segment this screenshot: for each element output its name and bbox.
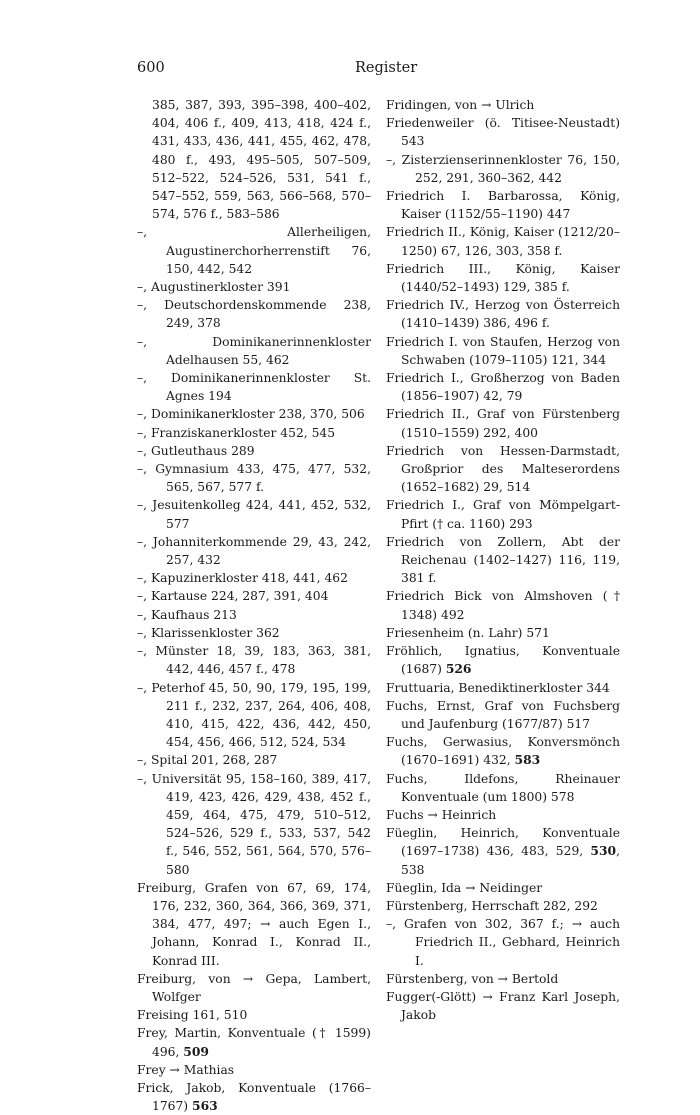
index-entry-text: Frey, Martin, Konventuale († 1599) 496,	[137, 1026, 371, 1059]
index-entry-text: –, Dominikanerkloster 238, 370, 506	[137, 407, 365, 422]
index-entry	[137, 333, 371, 369]
index-entry	[386, 260, 620, 296]
index-entry	[386, 824, 620, 879]
index-entry-text: Fridingen, von → Ulrich	[386, 98, 535, 112]
index-entry-text: Friedrich I. Barbarossa, König, Kaiser (1152/55–1190) 447	[386, 189, 620, 222]
index-entry-text: –, Kapuzinerkloster 418, 441, 462	[137, 571, 348, 586]
index-entry-text: Füeglin, Ida → Neidinger	[386, 880, 543, 895]
index-entry-bold-page: 509	[183, 1043, 209, 1059]
index-entry-text: –, Kaufhaus 213	[137, 607, 237, 622]
index-entry	[137, 496, 371, 532]
index-column-left	[137, 96, 371, 1115]
index-entry-text: Friedrich von Zollern, Abt der Reichenau (1402–1427) 116, 119, 381 f.	[386, 534, 620, 586]
index-entry	[386, 697, 620, 733]
index-entry	[386, 879, 620, 897]
index-entry	[137, 1061, 371, 1079]
index-entry	[386, 114, 620, 150]
index-entry-text: –, Universität 95, 158–160, 389, 417, 419, 423, 426, 429, 438, 452 f., 459, 464, 475, 479, 510–512, 524–526, 529 f., 533, 537, 542 f., 546, 552, 561, 564, 570, 576–580	[137, 771, 371, 877]
index-entry-text: Freising 161, 510	[137, 1008, 248, 1023]
index-entry-text: Fuchs, Ildefons, Rheinauer Konventuale (um 1800) 578	[386, 771, 620, 804]
index-entry-text: –, Gymnasium 433, 475, 477, 532, 565, 567, 577 f.	[137, 462, 371, 495]
page-number: 600	[137, 60, 165, 76]
index-entry	[137, 460, 371, 496]
index-entry	[137, 606, 371, 624]
index-entry-text: Freiburg, Grafen von 67, 69, 174, 176, 232, 360, 364, 366, 369, 371, 384, 477, 497; → auch Egen I., Johann, Konrad I., Konrad II., Konrad III.	[137, 880, 371, 968]
index-entry	[386, 223, 620, 259]
index-entry-text: –, Gutleuthaus 289	[137, 443, 255, 458]
index-entry	[386, 405, 620, 441]
index-entry	[137, 1079, 371, 1115]
index-entry-text: –, Allerheiligen, Augustinerchorherrenstift 76, 150, 442, 542	[137, 225, 371, 276]
index-entry-text: Fuchs → Heinrich	[386, 807, 497, 822]
index-entry-tail: , 538	[401, 844, 620, 877]
index-entry	[137, 624, 371, 642]
index-entry-text: –, Augustinerkloster 391	[137, 280, 291, 295]
index-entry	[386, 642, 620, 678]
index-entry	[386, 442, 620, 497]
index-entry	[137, 751, 371, 769]
index-entry	[386, 151, 620, 187]
index-entry	[137, 569, 371, 587]
index-entry	[386, 897, 620, 915]
index-entry-text: Friedrich II., Graf von Fürstenberg (1510–1559) 292, 400	[386, 407, 620, 440]
index-entry-text: Fruttuaria, Benediktinerkloster 344	[386, 680, 610, 695]
index-entry	[137, 369, 371, 405]
index-entry	[386, 333, 620, 369]
index-entry	[137, 879, 371, 970]
index-entry	[386, 296, 620, 332]
index-entry	[386, 679, 620, 697]
index-entry	[386, 587, 620, 623]
index-entry-text: 385, 387, 393, 395–398, 400–402, 404, 406 f., 409, 413, 418, 424 f., 431, 433, 436, 441, 455, 462, 478, 480 f., 493, 495–505, 507–509, 512–522, 524–526, 531, 541 f., 547–552, 559, 563, 566–568, 570–574, 576 f., 583–586	[152, 98, 371, 222]
index-entry-text: Friedrich I., Großherzog von Baden (1856–1907) 42, 79	[386, 371, 620, 404]
index-entry-text: Fugger(-Glött) → Franz Karl Joseph, Jakob	[386, 989, 620, 1023]
index-entry-text: –, Peterhof 45, 50, 90, 179, 195, 199, 211 f., 232, 237, 264, 406, 408, 410, 415, 422, 436, 442, 450, 454, 456, 466, 512, 524, 534	[137, 680, 371, 750]
index-entry-text: Füeglin, Heinrich, Konventuale (1697–1738) 436, 483, 529,	[386, 826, 620, 859]
index-entry-text: –, Grafen von 302, 367 f.; → auch Friedrich II., Gebhard, Heinrich I.	[386, 917, 620, 968]
index-entry-text: Freiburg, von → Gepa, Lambert, Wolfger	[137, 971, 371, 1004]
index-entry-bold-page: 583	[514, 752, 541, 768]
index-entry-text: Friedenweiler (ö. Titisee-Neustadt) 543	[386, 116, 620, 149]
index-entry-text: Friedrich von Hessen-Darmstadt, Großprior des Malteserordens (1652–1682) 29, 514	[386, 443, 620, 495]
index-entry-text: –, Münster 18, 39, 183, 363, 381, 442, 446, 457 f., 478	[137, 644, 371, 677]
index-entry-text: Fürstenberg, von → Bertold	[386, 971, 559, 986]
index-entry-text: Friedrich Bick von Almshoven († 1348) 492	[386, 589, 620, 622]
index-entry	[386, 96, 620, 114]
index-entry	[386, 624, 620, 642]
index-entry-text: –, Jesuitenkolleg 424, 441, 452, 532, 577	[137, 498, 371, 531]
index-entry	[137, 1024, 371, 1060]
index-entry-text: –, Spital 201, 268, 287	[137, 753, 278, 768]
index-entry-text: Frick, Jakob, Konventuale (1766–1767)	[137, 1080, 371, 1114]
index-entry-text: Friedrich II., König, Kaiser (1212/20–1250) 67, 126, 303, 358 f.	[386, 225, 620, 258]
index-entry-text: Fürstenberg, Herrschaft 282, 292	[386, 898, 598, 913]
index-entry	[137, 587, 371, 605]
index-entry	[137, 1006, 371, 1024]
index-entry-text: –, Franziskanerkloster 452, 545	[137, 425, 336, 440]
index-entry	[386, 806, 620, 824]
index-entry-text: Fröhlich, Ignatius, Konventuale (1687)	[386, 644, 620, 677]
index-entry-text: –, Johanniterkommende 29, 43, 242, 257, 432	[137, 534, 371, 568]
running-head: Register	[355, 60, 418, 76]
index-entry-text: Frey → Mathias	[137, 1062, 235, 1077]
index-entry-text: Friedrich III., König, Kaiser (1440/52–1493) 129, 385 f.	[386, 261, 620, 295]
index-entry	[386, 533, 620, 588]
index-entry	[137, 424, 371, 442]
index-entry-bold-page: 530	[590, 843, 617, 859]
index-entry-text: Friesenheim (n. Lahr) 571	[386, 625, 550, 640]
index-entry-text: Friedrich I., Graf von Mömpelgart-Pfirt († ca. 1160) 293	[386, 498, 620, 531]
index-entry	[137, 770, 371, 879]
index-entry	[137, 96, 371, 223]
index-entry-text: Friedrich IV., Herzog von Österreich (1410–1439) 386, 496 f.	[386, 298, 620, 331]
index-entry-text: –, Zisterzienserinnenkloster 76, 150, 252, 291, 360–362, 442	[386, 152, 620, 185]
index-entry	[137, 223, 371, 278]
index-entry	[137, 642, 371, 678]
index-entry-text: –, Klarissenkloster 362	[137, 625, 280, 640]
index-entry-text: –, Dominikanerinnenkloster St. Agnes 194	[137, 371, 371, 404]
index-entry	[137, 278, 371, 296]
index-entry-text: Fuchs, Gerwasius, Konversmönch (1670–1691) 432,	[386, 735, 620, 768]
index-entry	[386, 369, 620, 405]
index-entry-text: Friedrich I. von Staufen, Herzog von Schwaben (1079–1105) 121, 344	[386, 334, 620, 367]
index-entry	[386, 187, 620, 223]
index-entry	[386, 496, 620, 532]
index-column-right	[386, 96, 620, 1024]
index-entry	[137, 296, 371, 332]
index-entry-text: –, Kartause 224, 287, 391, 404	[137, 589, 329, 604]
index-entry-text: –, Deutschordenskommende 238, 249, 378	[137, 298, 371, 331]
index-entry	[386, 770, 620, 806]
index-entry	[137, 405, 371, 423]
index-entry	[137, 442, 371, 460]
index-entry	[386, 988, 620, 1024]
index-entry-text: –, Dominikanerinnenkloster Adelhausen 55, 462	[137, 334, 371, 367]
index-entry-bold-page: 563	[192, 1098, 218, 1114]
index-entry	[137, 679, 371, 752]
index-entry-bold-page: 526	[445, 661, 472, 677]
index-entry	[137, 533, 371, 569]
index-entry	[386, 915, 620, 970]
index-entry-text: Fuchs, Ernst, Graf von Fuchsberg und Jaufenburg (1677/87) 517	[386, 698, 620, 731]
index-entry	[386, 733, 620, 769]
index-entry	[386, 970, 620, 988]
